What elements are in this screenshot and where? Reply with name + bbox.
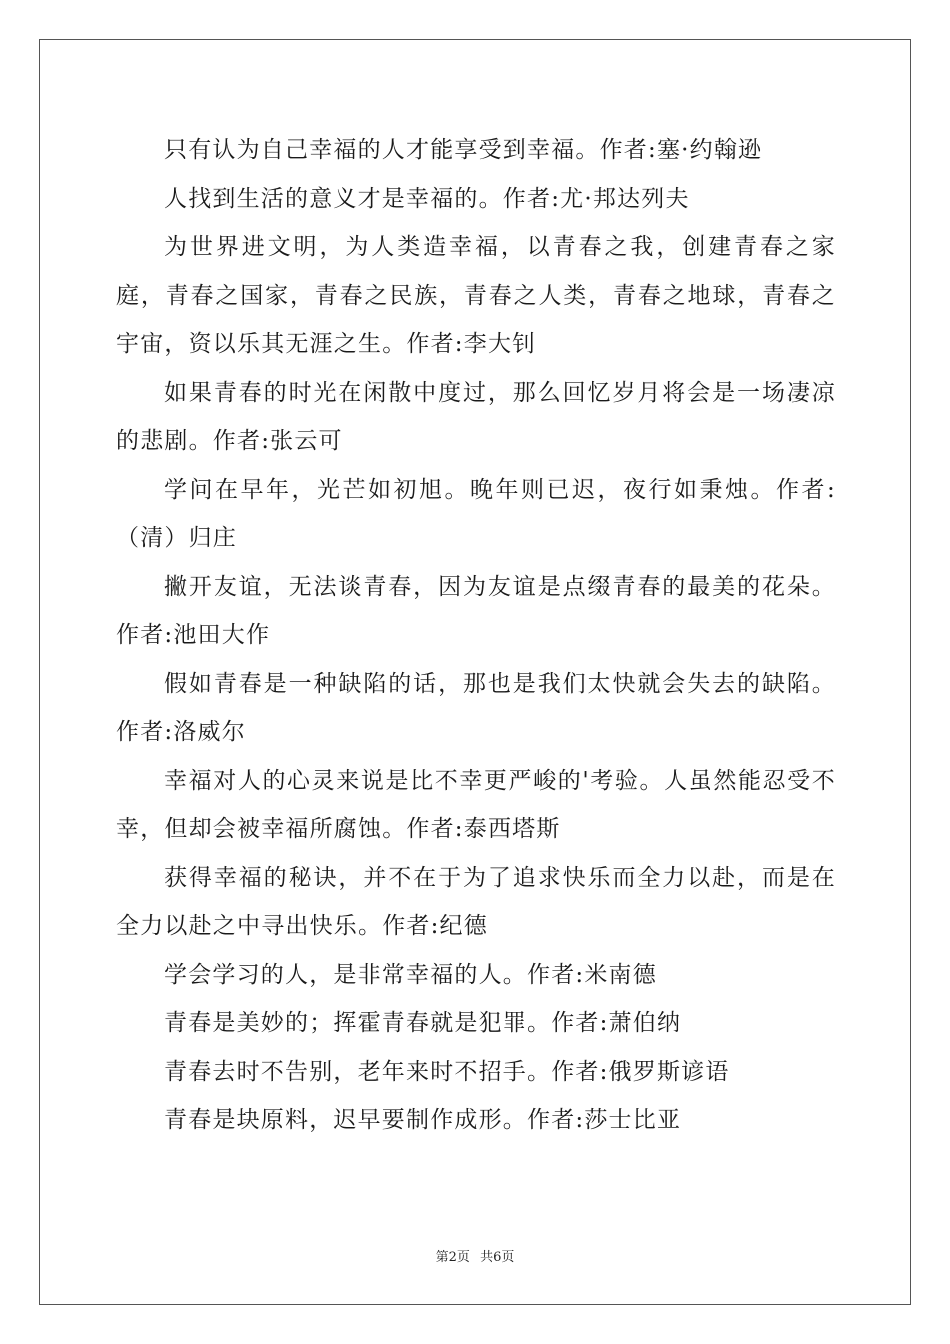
- document-body: [116, 126, 836, 1145]
- quote-paragraph: 为世界进文明，为人类造幸福，以青春之我，创建青春之家庭，青春之国家，青春之民族，青春之人类，青春之地球，青春之宇宙，资以乐其无涯之生。作者:李大钊: [116, 234, 836, 357]
- quote-paragraph: 青春是美妙的；挥霍青春就是犯罪。作者:萧伯纳: [164, 1010, 682, 1036]
- quote-paragraph: 撇开友谊，无法谈青春，因为友谊是点缀青春的最美的花朵。作者:池田大作: [116, 573, 836, 648]
- quote-paragraph: 幸福对人的心灵来说是比不幸更严峻的'考验。人虽然能忍受不幸，但却会被幸福所腐蚀。作者:泰西塔斯: [116, 767, 836, 842]
- quote-paragraph: 假如青春是一种缺陷的话，那也是我们太快就会失去的缺陷。作者:洛威尔: [116, 670, 836, 745]
- quote-paragraph: 只有认为自己幸福的人才能享受到幸福。作者:塞·约翰逊: [164, 137, 763, 163]
- page-footer: [0, 1246, 950, 1265]
- quote-paragraph: 青春去时不告别，老年来时不招手。作者:俄罗斯谚语: [164, 1058, 730, 1085]
- quote-paragraph: 人找到生活的意义才是幸福的。作者:尤·邦达列夫: [164, 185, 690, 212]
- quote-paragraph: 获得幸福的秘诀，并不在于为了追求快乐而全力以赴，而是在全力以赴之中寻出快乐。作者:纪德: [116, 864, 836, 939]
- quote-paragraph: 学问在早年，光芒如初旭。晚年则已迟，夜行如秉烛。作者:（清）归庄: [116, 476, 836, 551]
- quote-paragraph: 学会学习的人，是非常幸福的人。作者:米南德: [164, 961, 657, 988]
- current-page-label: 第2页: [435, 1250, 470, 1265]
- quote-paragraph: 青春是块原料，迟早要制作成形。作者:莎士比亚: [164, 1107, 682, 1133]
- quote-paragraph: 如果青春的时光在闲散中度过，那么回忆岁月将会是一场凄凉的悲剧。作者:张云可: [116, 379, 836, 454]
- total-pages-label: 共6页: [480, 1250, 515, 1265]
